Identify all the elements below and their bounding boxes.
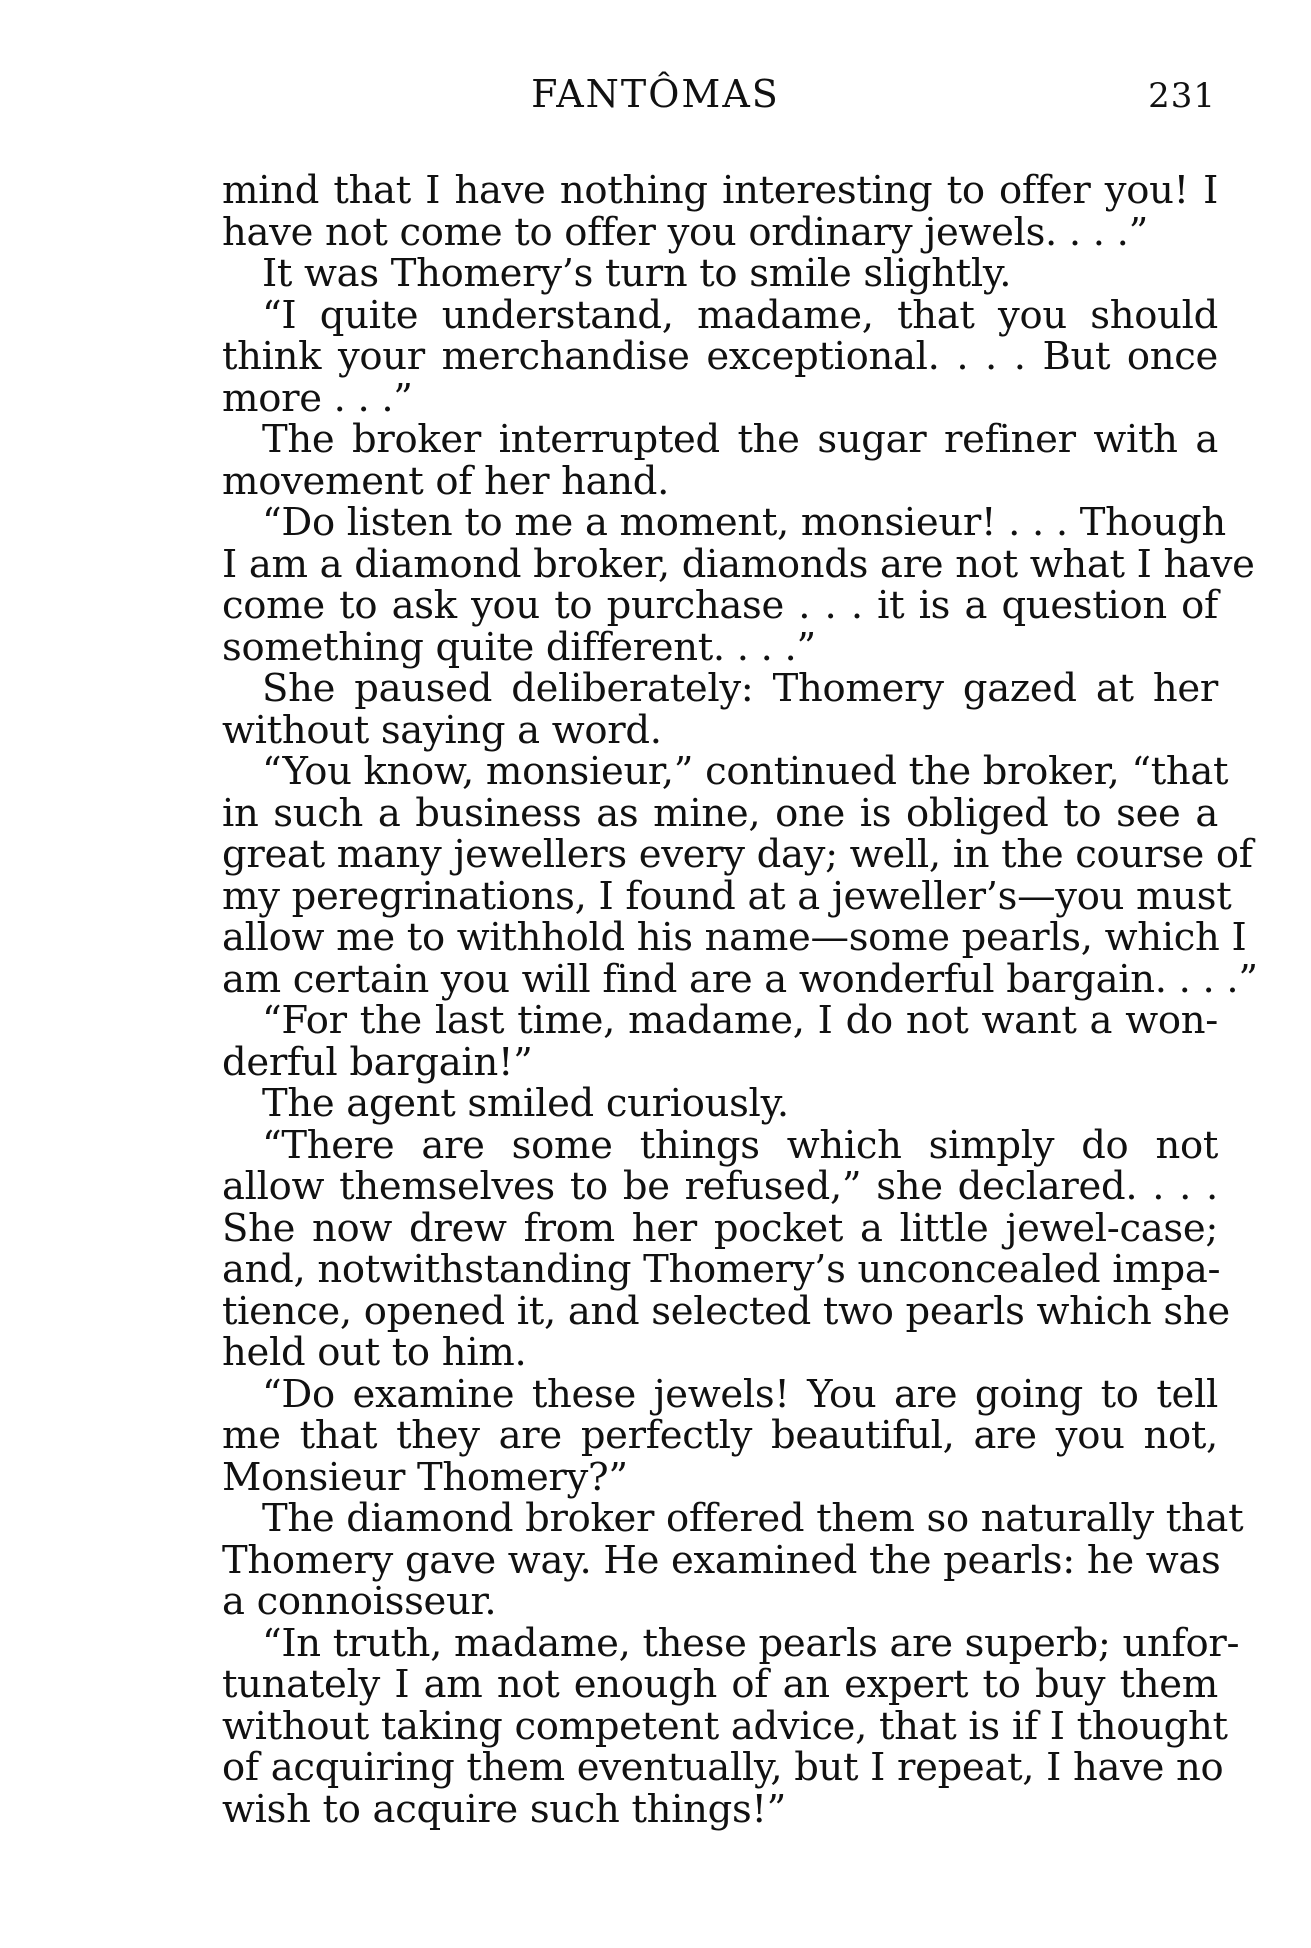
text-line: The diamond broker offered them so naturally that [262, 1496, 1244, 1541]
text-line: The agent smiled curiously. [262, 1081, 789, 1126]
text-line: something quite different. . . .” [222, 624, 816, 670]
text-line: “You know, monsieur,” continued the broker, “that [262, 749, 1229, 794]
text-line: great many jewellers every day; well, in the course of [222, 832, 1253, 877]
text-line: allow themselves to be refused,” she declared. . . . [222, 1164, 1218, 1209]
text-line: “Do listen to me a moment, monsieur! . . . Though [262, 500, 1226, 545]
text-line: The broker interrupted the sugar refiner with a [262, 417, 1218, 462]
body-text [222, 168, 1258, 1832]
text-line: She paused deliberately: Thomery gazed at her [262, 666, 1218, 711]
text-line: come to ask you to purchase . . . it is a question of [222, 583, 1218, 628]
text-line: of acquiring them eventually, but I repeat, I have no [222, 1745, 1224, 1790]
text-line: have not come to offer you ordinary jewels. . . .” [222, 209, 1148, 255]
text-line: tience, opened it, and selected two pearls which she [222, 1288, 1230, 1334]
text-line: without taking competent advice, that is if I thought [222, 1703, 1228, 1749]
text-line: She now drew from her pocket a little jewel-case; [222, 1205, 1218, 1251]
text-line: a connoisseur. [222, 1579, 497, 1624]
text-line: held out to him. [222, 1330, 527, 1375]
text-line: in such a business as mine, one is obliged to see a [222, 790, 1218, 836]
text-line: more . . .” [222, 375, 413, 421]
text-line: me that they are perfectly beautiful, are you not, [222, 1413, 1218, 1458]
text-line: “For the last time, madame, I do not want a won- [262, 998, 1218, 1043]
page-number: 231 [1148, 76, 1216, 116]
text-line: I am a diamond broker, diamonds are not what I have [222, 541, 1255, 587]
text-line: allow me to withhold his name—some pearls, which I [222, 915, 1247, 960]
text-line: “I quite understand, madame, that you should [262, 292, 1218, 338]
text-line: It was Thomery’s turn to smile slightly. [262, 251, 1012, 296]
running-title: FANTÔMAS [531, 72, 780, 116]
text-line: without saying a word. [222, 707, 662, 753]
text-line: tunately I am not enough of an expert to buy them [222, 1662, 1218, 1707]
text-line: derful bargain!” [222, 1039, 533, 1085]
text-line: think your merchandise exceptional. . . . But once [222, 334, 1218, 379]
text-line: “There are some things which simply do not [262, 1122, 1218, 1168]
text-line: “Do examine these jewels! You are going to tell [262, 1371, 1218, 1417]
text-line: am certain you will find are a wonderful bargain. . . .” [222, 956, 1258, 1002]
text-line: Monsieur Thomery?” [222, 1454, 628, 1500]
text-line: “In truth, madame, these pearls are superb; unfor- [262, 1620, 1240, 1666]
text-line: Thomery gave way. He examined the pearls: he was [222, 1537, 1221, 1583]
text-line: movement of her hand. [222, 458, 670, 504]
text-line: my peregrinations, I found at a jeweller’s—you must [222, 873, 1232, 919]
text-line: wish to acquire such things!” [222, 1786, 787, 1832]
text-line: and, notwithstanding Thomery’s unconcealed impa- [222, 1247, 1221, 1292]
text-line: mind that I have nothing interesting to offer you! I [222, 168, 1218, 213]
